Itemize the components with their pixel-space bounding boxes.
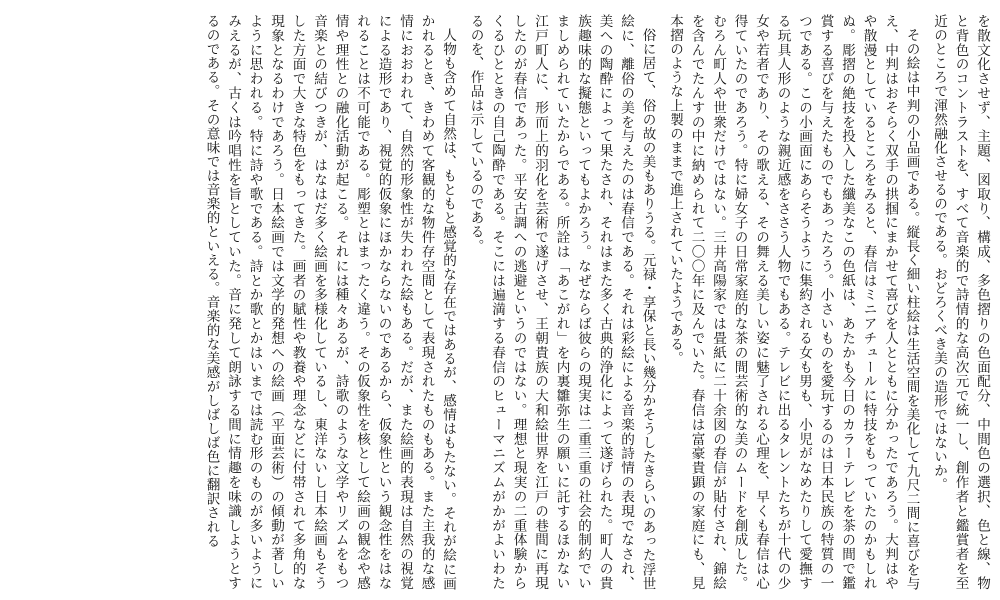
paragraph-3: 俗に居て、俗の故の美もありうる。元禄・享保と長い幾分かそうしたきらいのあった浮世絵に、離俗の美を与えたのは春信である。それは彩絵による音楽的詩情の表現でなされ、美への陶酔によって果たされ、それはまた多く古典的浄化によって遂げられた。町人の貴族趣味的な擬態といってもよかろう。なぜならば彼らの現実は二重三重の社会的制約でいましめられていたからである。所詮は「あこがれ」を内裏雛弥生の願いに託するほかない江戸町人に、形而上的羽化を芸術で遂げさせ、王朝貴族の大和絵世界を江戸の巷間に再現したのが春信であった。平安古調への逃避というのではない。理想と現実の二重体験からくるひとときの自己陶酔である。そこには遍満する春信のヒューマニズムがかがよいわたるのを、作品は示しているのである。 xyxy=(467,14,656,590)
vertical-text-body xyxy=(8,14,992,590)
paragraph-1: を散文化させず、主題、図取り、構成、多色摺りの色面配分、中間色の選択、色と線、物と背色のコントラストを、すべて音楽的で詩情的な高次元で統一し、創作者と鑑賞者を至近のところで渾然融化させるのである。おどろくべき美の造形ではないか。 xyxy=(931,14,990,590)
paragraph-4: 人物も含めて自然は、もともと感覚的な存在ではあるが、感情はもたない。それが絵に画かれるとき、きわめて客観的な物件存空間として表現されたものもある。また主我的な感情におおわれて、自然的形象性が失われた絵もある。だが、また絵画的表現は自然の視覚による造形であり、視覚的仮象にほかならないのであるから、仮象性という観念性をはなれることは不可能である。彫塑とはまったく違う。その仮象性を核として絵画の観念や感情や理性との融化活動が起こる。それには種々あるが、詩歌のような文学やリズムをもつ音楽との結びつきが、はなはだ多く絵画を多様化しているし、東洋ないし日本絵画もそうした方面で大きな特色をもってきた。画者の賦性や教養や理念などに付帯されて多角的な現象となるわけであろう。日本絵画では文学的発想への絵画（平面芸術）の傾動が著しいように思われる。特に詩や歌である。詩とか歌とかはいまでは読む形のものが多いようにみえるが、古くは吟唱性を旨としていた。音に発して朗詠する間に情趣を味識しようとするのである。その意味では音楽的といえる。音楽的な美感がしばしば色に翻訳される xyxy=(203,14,456,590)
paragraph-2: その絵は中判の小品画である。縦長く細い柱絵は生活空間を美化して九尺二間に喜びを与え、中判はおそらく双手の拱掴にまかせて喜びを人とともに分かったであろう。大判はやや散漫としているところをみると、春信はミニアチュールに特技をもっていたのかもしれぬ。彫摺の絶技を投入した纖美なこの色紙は、あたかも今日のカラーテレビを茶の間で鑑賞する喜びを与えたものでもあったろう。小さいものを愛玩するのは日本民族の特質の一つである。この小画面にあらそうように集約される女も男も、小児がなめたりして愛撫する玩具人形のような親近感をささう人物でもある。テレビに出るタレントたちが十代の少女や若者であり、その歌える、その舞える美しい姿に魅了される心理を、早くも春信は心得ていたのであろう。特に婦女子の日常家庭的な茶の間芸術的な美のムードを創成した。むろん町人や世衆だけではない。三井高陽家では畳紙に二十余図の春信が貼付され、錦絵を含んでたんすの中に納められて二〇〇年に及んでいた。春信は富豪貴顕の家庭にも、見本摺のような上製のままで進上されていたようである。 xyxy=(667,14,920,590)
